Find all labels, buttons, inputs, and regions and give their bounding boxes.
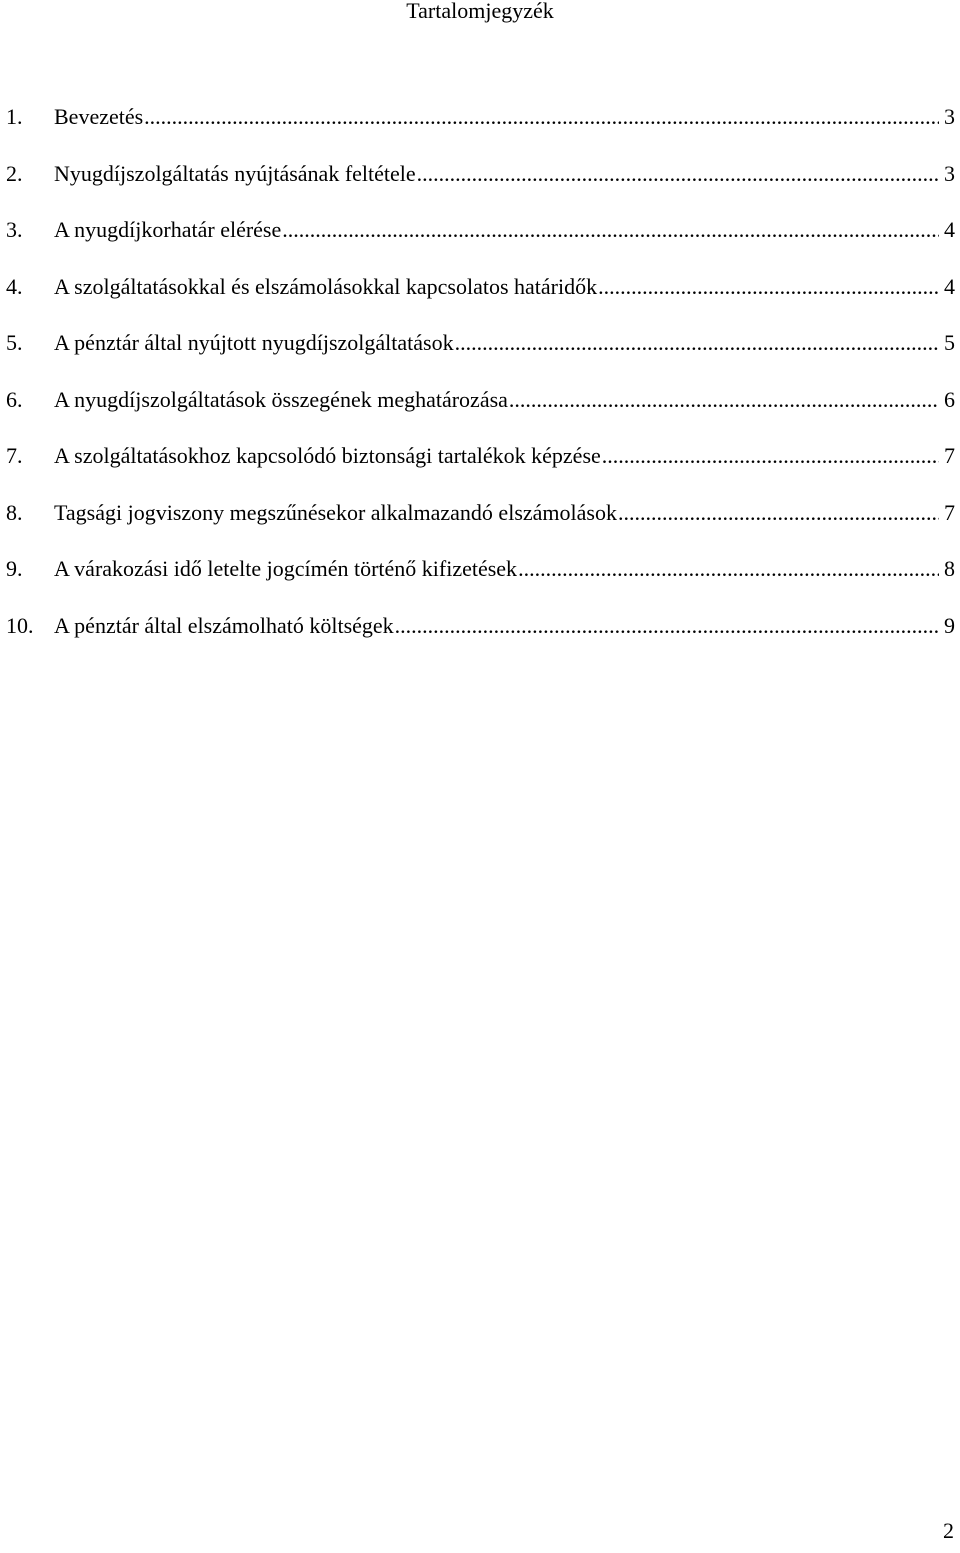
toc-dot-leader (602, 443, 939, 469)
toc-entry-title: A várakozási idő letelte jogcímén történő kifizetések (54, 556, 518, 581)
toc-entry[interactable] (6, 556, 955, 613)
toc-entry-title: A szolgáltatásokkal és elszámolásokkal kapcsolatos határidők (54, 273, 598, 299)
toc-entry-number: 1. (6, 104, 23, 129)
toc-entry-page: 4 (944, 217, 955, 242)
toc-entry-number: 5. (6, 330, 23, 355)
toc-dot-leader (509, 387, 939, 413)
toc-entry-title: A pénztár által elszámolható költségek (54, 612, 394, 638)
toc-dot-leader (598, 274, 939, 300)
toc-entry-page: 5 (944, 330, 955, 355)
toc-entry[interactable] (6, 161, 955, 218)
toc-entry-number: 7. (6, 443, 23, 468)
toc-entry[interactable] (6, 330, 955, 387)
toc-entry-page: 9 (944, 612, 955, 638)
toc-dot-leader (455, 330, 939, 356)
toc-dot-leader (618, 500, 939, 526)
toc-entry-title: Nyugdíjszolgáltatás nyújtásának feltétele (54, 160, 416, 186)
toc-entry-title: A nyugdíjszolgáltatások összegének meghatározása (54, 386, 508, 412)
toc-entry-page: 3 (944, 104, 955, 129)
toc-dot-leader (417, 161, 939, 187)
toc-entry[interactable] (6, 274, 955, 331)
toc-entry-title: Tagsági jogviszony megszűnésekor alkalmazandó elszámolások (54, 499, 617, 525)
toc-dot-leader (282, 217, 939, 243)
toc-entry-number: 6. (6, 386, 23, 412)
toc-entry[interactable] (6, 500, 955, 557)
toc-dot-leader (144, 104, 939, 130)
toc-entry-number: 10. (6, 612, 34, 638)
table-of-contents (6, 104, 955, 669)
toc-entry-page: 7 (944, 443, 955, 468)
toc-entry-number: 8. (6, 499, 23, 525)
toc-entry-page: 4 (944, 273, 955, 299)
toc-entry-number: 4. (6, 273, 23, 299)
toc-entry[interactable] (6, 387, 955, 444)
toc-entry-number: 2. (6, 160, 23, 186)
toc-entry[interactable] (6, 104, 955, 161)
toc-entry-title: A pénztár által nyújtott nyugdíjszolgáltatások (54, 330, 454, 355)
toc-dot-leader (518, 556, 939, 582)
toc-entry[interactable] (6, 443, 955, 500)
toc-entry[interactable] (6, 613, 955, 670)
toc-entry-title: Bevezetés (54, 104, 144, 129)
toc-entry-title: A szolgáltatásokhoz kapcsolódó biztonsági tartalékok képzése (54, 443, 601, 468)
page-title: Tartalomjegyzék (406, 0, 554, 23)
toc-entry-page: 6 (944, 386, 955, 412)
toc-entry-title: A nyugdíjkorhatár elérése (54, 217, 282, 242)
page-number: 2 (943, 1518, 954, 1543)
toc-entry-page: 7 (944, 499, 955, 525)
toc-entry-page: 3 (944, 160, 955, 186)
toc-entry[interactable] (6, 217, 955, 274)
toc-entry-number: 9. (6, 556, 23, 581)
toc-entry-number: 3. (6, 217, 23, 242)
toc-dot-leader (395, 613, 939, 639)
toc-entry-page: 8 (944, 556, 955, 581)
